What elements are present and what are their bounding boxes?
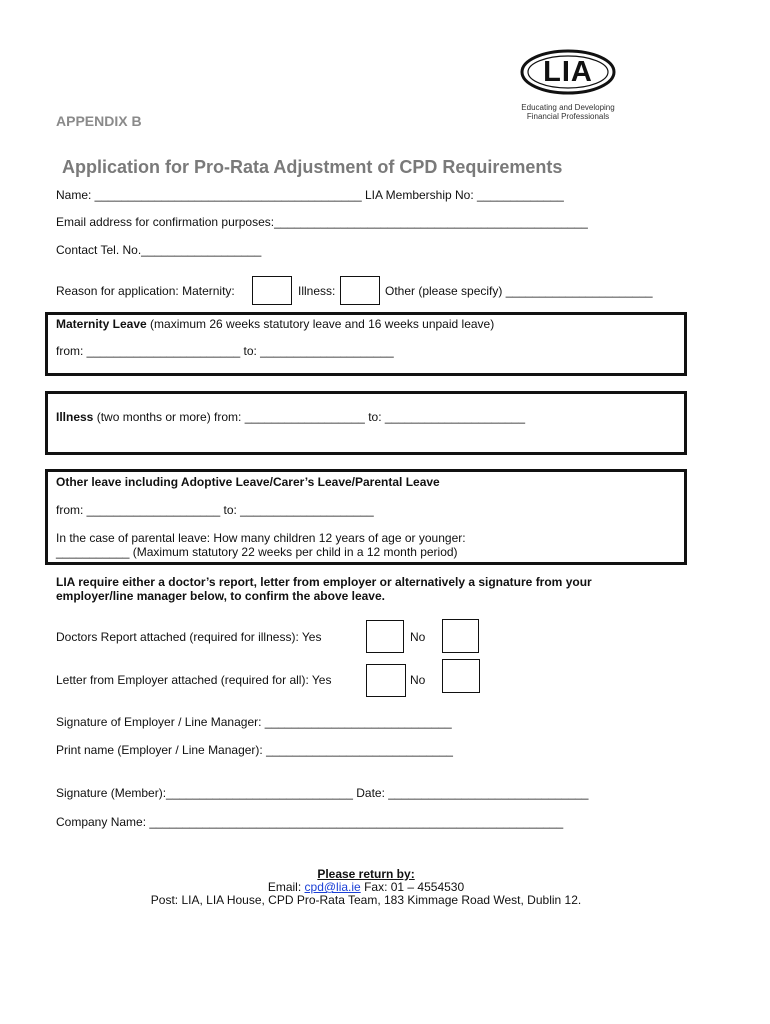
letter-yes-checkbox[interactable] [366,664,406,697]
appendix-label: APPENDIX B [56,113,142,129]
requirement-line-2: employer/line manager below, to confirm the above leave. [56,589,385,603]
other-leave-heading: Other leave including Adoptive Leave/Carer’s Leave/Parental Leave [56,475,440,489]
illness-row[interactable] [56,410,525,424]
return-post-address: Post: LIA, LIA House, CPD Pro-Rata Team, 183 Kimmage Road West, Dublin 12. [150,893,582,907]
parental-question: In the case of parental leave: How many children 12 years of age or younger: [56,531,466,545]
logo-tagline-1: Educating and Developing [521,103,615,112]
doctors-yes-checkbox[interactable] [366,620,404,653]
tel-field[interactable]: Contact Tel. No.__________________ [56,243,262,257]
maternity-heading-bold: Maternity Leave [56,317,147,331]
company-name-field[interactable]: Company Name: ______________________________________________________________ [56,815,564,829]
doctors-no-checkbox[interactable] [442,619,479,653]
maternity-checkbox[interactable] [252,276,292,305]
letter-no-checkbox[interactable] [442,659,480,693]
reason-label: Reason for application: Maternity: [56,284,235,298]
illness-heading: Illness [56,410,94,424]
other-reason-field[interactable]: Other (please specify) ______________________ [385,284,653,298]
parental-children-field[interactable]: ___________ (Maximum statutory 22 weeks per child in a 12 month period) [56,545,458,559]
other-leave-dates[interactable]: from: ____________________ to: ____________________ [56,503,374,517]
email-field[interactable]: Email address for confirmation purposes:_______________________________________________ [56,215,588,229]
email-link[interactable]: cpd@lia.ie [304,880,361,894]
maternity-heading [56,317,494,331]
employer-signature-field[interactable]: Signature of Employer / Line Manager: ____________________________ [56,715,452,729]
requirement-line-1: LIA require either a doctor’s report, letter from employer or alternatively a signature from your [56,575,592,589]
page-title: Application for Pro-Rata Adjustment of CPD Requirements [62,157,563,177]
illness-checkbox[interactable] [340,276,380,305]
return-heading: Please return by: [317,867,415,881]
logo-tagline-2: Financial Professionals [526,112,610,121]
employer-print-name-field[interactable]: Print name (Employer / Line Manager): ____________________________ [56,743,453,757]
letter-no-label: No [410,673,426,687]
maternity-dates[interactable]: from: _______________________ to: ____________________ [56,344,394,358]
member-signature-date-field[interactable]: Signature (Member):____________________________ Date: ______________________________ [56,786,589,800]
doctors-report-label: Doctors Report attached (required for illness): Yes [56,630,322,644]
logo-text: LIA [543,56,593,88]
illness-label: Illness: [298,284,336,298]
letter-label: Letter from Employer attached (required for all): Yes [56,673,332,687]
doctors-no-label: No [410,630,426,644]
email-prefix: Email: [267,880,305,894]
return-email-fax [0,880,732,894]
maternity-heading-rest: (maximum 26 weeks statutory leave and 16 weeks unpaid leave) [146,317,495,331]
name-field[interactable]: Name: ________________________________________ LIA Membership No: _____________ [56,188,564,202]
illness-dates: (two months or more) from: __________________ to: _____________________ [93,410,526,424]
fax-text: Fax: 01 – 4554530 [360,880,465,894]
